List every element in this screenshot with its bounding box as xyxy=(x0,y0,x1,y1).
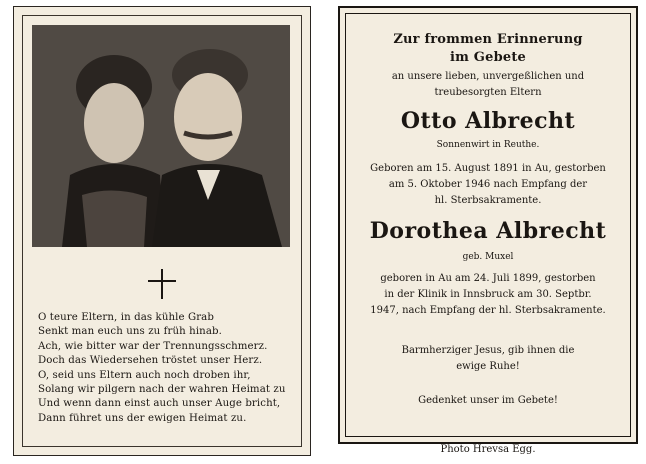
poem-line: Senkt man euch uns zu früh hinab. xyxy=(38,326,222,338)
bio-father-line-2: am 5. Oktober 1946 nach Empfang der xyxy=(388,179,588,190)
bio-mother-line-1: geboren in Au am 24. Juli 1899, gestorben xyxy=(380,273,596,284)
closing-line: Gedenket unser im Gebete! xyxy=(418,395,558,406)
bio-mother-line-3: 1947, nach Empfang der hl. Sterbsakramente. xyxy=(370,305,606,316)
poem-line: Doch das Wiedersehen tröstet unser Herz. xyxy=(38,355,263,367)
name-mother: Dorothea Albrecht xyxy=(369,218,607,244)
heading-line-1: Zur frommen Erinnerung xyxy=(393,32,583,47)
photo-credit: Photo Hrevsa Egg. xyxy=(440,444,536,455)
poem-line: Und wenn dann einst auch unser Auge bricht, xyxy=(38,398,281,410)
right-card xyxy=(338,6,638,444)
heading-line-2: im Gebete xyxy=(449,50,527,65)
left-card xyxy=(13,6,311,456)
intro-line-2: treubesorgten Eltern xyxy=(434,87,542,98)
poem-line: Ach, wie bitter war der Trennungsschmerz. xyxy=(38,340,268,352)
bio-father-line-3: hl. Sterbsakramente. xyxy=(434,195,542,206)
prayer-line-1: Barmherziger Jesus, gib ihnen die xyxy=(401,345,575,356)
portrait-image xyxy=(32,25,290,247)
bio-father-line-1: Geboren am 15. August 1891 in Au, gestorben xyxy=(370,163,606,174)
cross-icon xyxy=(148,269,176,299)
maiden-name-mother: geb. Muxel xyxy=(462,252,514,262)
memorial-poem xyxy=(38,311,298,426)
poem-line: Solang wir pilgern nach der wahren Heimat zu xyxy=(38,384,286,396)
poem-line: O, seid uns Eltern auch noch droben ihr, xyxy=(38,369,251,381)
portrait-photo xyxy=(32,25,290,247)
name-father: Otto Albrecht xyxy=(400,108,576,134)
poem-line: Dann führet uns der ewigen Heimat zu. xyxy=(38,412,247,424)
prayer-line-2: ewige Ruhe! xyxy=(456,361,520,372)
bio-mother-line-2: in der Klinik in Innsbruck am 30. Septbr. xyxy=(384,289,592,300)
poem-line: O teure Eltern, in das kühle Grab xyxy=(38,312,214,323)
occupation-father: Sonnenwirt in Reuthe. xyxy=(436,140,540,150)
intro-line-1: an unsere lieben, unvergeßlichen und xyxy=(391,71,585,82)
